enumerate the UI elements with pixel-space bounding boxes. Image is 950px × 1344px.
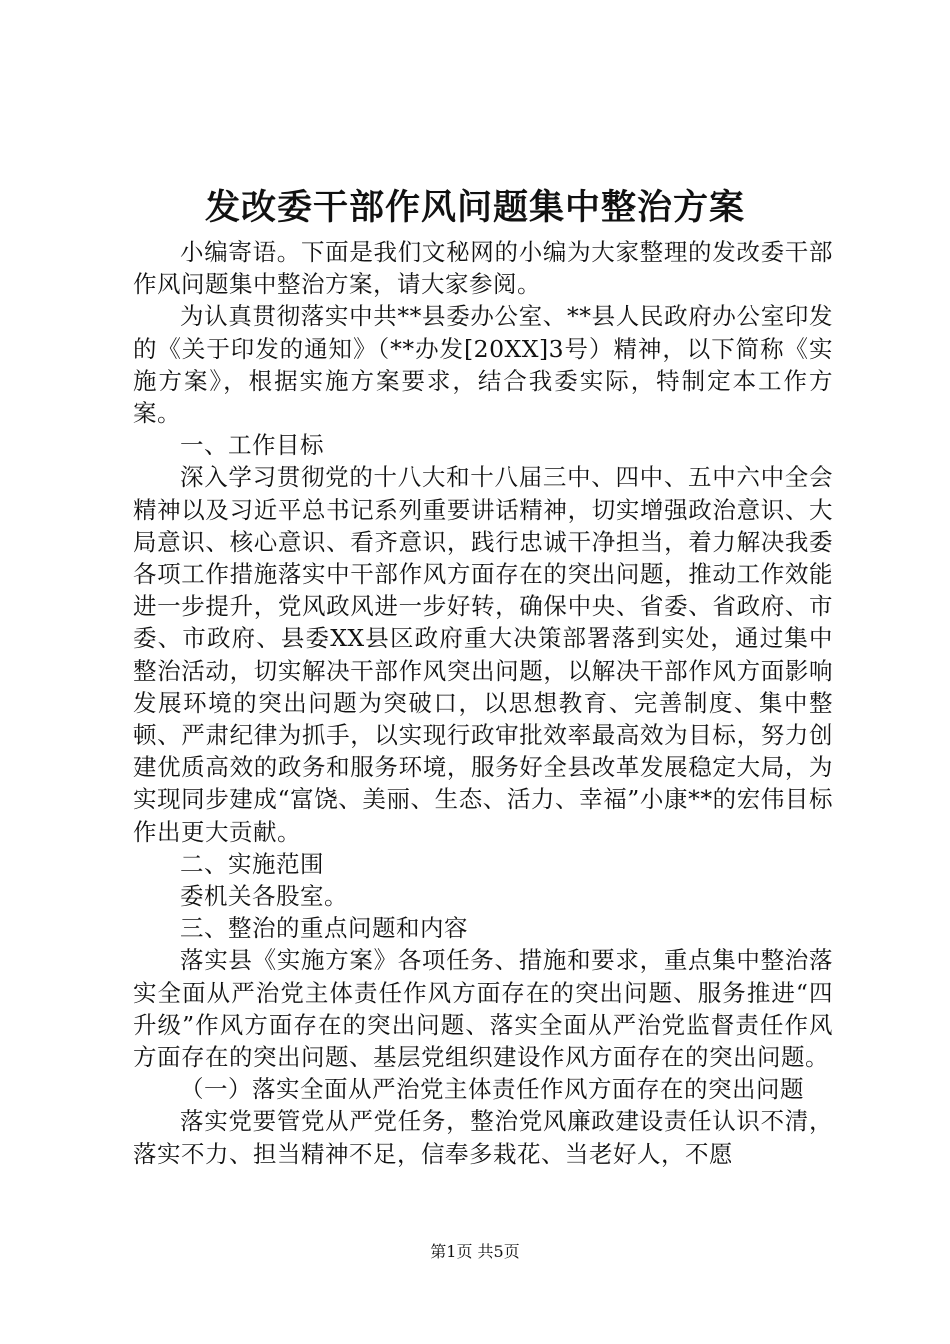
section-heading-goals: 一、工作目标	[180, 431, 324, 460]
paragraph-scope: 委机关各股室。	[180, 882, 348, 911]
paragraph-basis: 为认真贯彻落实中共**县委办公室、**县人民政府办公室印发的《关于印发的通知》（**办发[20XX]3号）精神，以下简称《实施方案》，根据实施方案要求，结合我委实际，特制定本工作方案。	[133, 302, 833, 428]
paragraph-subsection-1: 落实党要管党从严党任务，整治党风廉政建设责任认识不清，落实不力、担当精神不足，信奉多栽花、当老好人，不愿	[133, 1107, 833, 1168]
subsection-heading-1: （一）落实全面从严治党主体责任作风方面存在的突出问题	[180, 1075, 804, 1104]
paragraph-key-issues: 落实县《实施方案》各项任务、措施和要求，重点集中整治落实全面从严治党主体责任作风方面存在的突出问题、服务推进“四升级”作风方面存在的突出问题、落实全面从严治党监督责任作风方面存在的突出问题、基层党组织建设作风方面存在的突出问题。	[133, 946, 833, 1072]
page-footer: 第1页 共5页	[430, 1242, 520, 1261]
section-heading-scope: 二、实施范围	[180, 849, 324, 878]
section-heading-key-issues: 三、整治的重点问题和内容	[180, 914, 468, 943]
paragraph-intro: 小编寄语。下面是我们文秘网的小编为大家整理的发改委干部作风问题集中整治方案，请大家参阅。	[133, 238, 833, 299]
document-title: 发改委干部作风问题集中整治方案	[204, 187, 745, 228]
document-body	[133, 236, 833, 1170]
paragraph-goals: 深入学习贯彻党的十八大和十八届三中、四中、五中六中全会精神以及习近平总书记系列重要讲话精神，切实增强政治意识、大局意识、核心意识、看齐意识，践行忠诚干净担当，着力解决我委各项工作措施落实中干部作风方面存在的突出问题，推动工作效能进一步提升，党风政风进一步好转，确保中央、省委、省政府、市委、市政府、县委XX县区政府重大决策部署落到实处，通过集中整治活动，切实解决干部作风突出问题，以解决干部作风方面影响发展环境的突出问题为突破口，以思想教育、完善制度、集中整顿、严肃纪律为抓手，以实现行政审批效率最高效为目标，努力创建优质高效的政务和服务环境，服务好全县改革发展稳定大局，为实现同步建成“富饶、美丽、生态、活力、幸福”小康**的宏伟目标作出更大贡献。	[133, 463, 833, 846]
